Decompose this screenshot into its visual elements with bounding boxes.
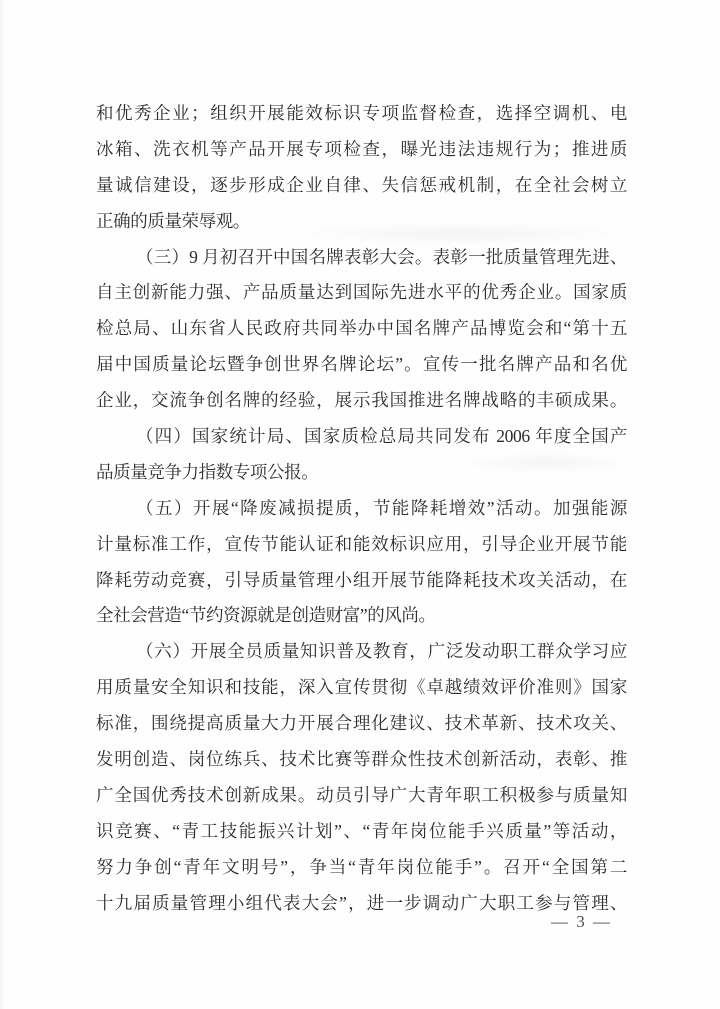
text-line: （四）国家统计局、国家质检总局共同发布 2006 年度全国产: [136, 426, 627, 447]
text-line: 品质量竞争力指数专项公报。: [96, 461, 319, 482]
text-line: （五）开展“降废减损提质，节能降耗增效”活动。加强能源: [136, 497, 627, 518]
text-line: 发明创造、岗位练兵、技术比赛等群众性技术创新活动，表彰、推: [96, 749, 627, 770]
text-line: 和优秀企业；组织开展能效标识专项监督检查，选择空调机、电: [96, 103, 627, 123]
text-line: （三）9 月初召开中国名牌表彰大会。表彰一批质量管理先进、: [136, 246, 627, 267]
text-line: 十九届质量管理小组代表大会”，进一步调动广大职工参与管理、: [96, 892, 627, 913]
text-line: 广全国优秀技术创新成果。动员引导广大青年职工积极参与质量知: [96, 784, 627, 805]
document-text-block: [96, 96, 627, 921]
text-line: 检总局、山东省人民政府共同举办中国名牌产品博览会和“第十五: [96, 318, 627, 339]
page-number: — 3 —: [551, 912, 612, 931]
text-line: 全社会营造“节约资源就是创造财富”的风尚。: [96, 605, 436, 626]
text-line: 量诚信建设，逐步形成企业自律、失信惩戒机制，在全社会树立: [96, 174, 627, 195]
text-line: 自主创新能力强、产品质量达到国际先进水平的优秀企业。国家质: [96, 282, 627, 303]
text-line: 冰箱、洗衣机等产品开展专项检查，曝光违法违规行为；推进质: [96, 138, 627, 159]
text-line: 识竞赛、“青工技能振兴计划”、“青年岗位能手兴质量”等活动，: [96, 820, 627, 841]
text-line: 企业，交流争创名牌的经验，展示我国推进名牌战略的丰硕成果。: [96, 390, 627, 411]
text-line: 届中国质量论坛暨争创世界名牌论坛”。宣传一批名牌产品和名优: [96, 354, 627, 375]
text-line: 标准，围绕提高质量大力开展合理化建议、技术革新、技术攻关、: [96, 713, 627, 734]
text-line: 计量标准工作，宣传节能认证和能效标识应用，引导企业开展节能: [96, 533, 627, 554]
text-line: 用质量安全知识和技能，深入宣传贯彻《卓越绩效评价准则》国家: [96, 677, 627, 698]
text-line: 正确的质量荣辱观。: [96, 210, 250, 231]
text-line: （六）开展全员质量知识普及教育，广泛发动职工群众学习应: [136, 641, 627, 662]
text-line: 努力争创“青年文明号”，争当“青年岗位能手”。召开“全国第二: [96, 856, 627, 877]
text-line: 降耗劳动竞赛，引导质量管理小组开展节能降耗技术攻关活动，在: [96, 569, 627, 590]
